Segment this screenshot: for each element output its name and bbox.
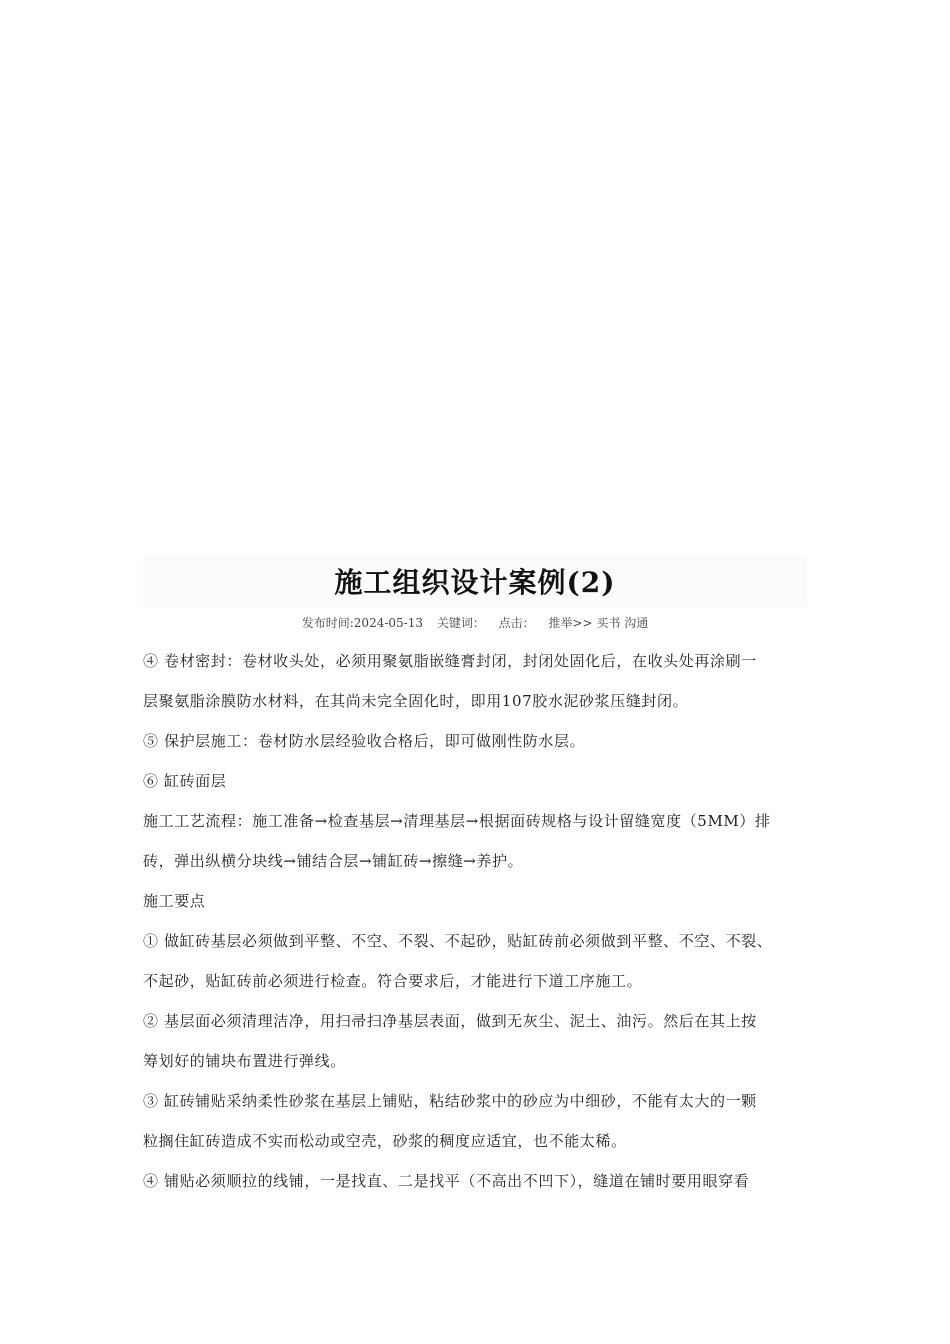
body-line: ⑥ 缸砖面层: [143, 772, 227, 790]
article: [143, 555, 807, 1211]
article-meta: [143, 613, 807, 633]
clicks-label: 点击：: [498, 616, 535, 630]
body-line: ② 基层面必须清理洁净，用扫帚扫净基层表面，做到无灰尘、泥土、油污。然后在其上按: [143, 1012, 757, 1030]
body-line: 砖，弹出纵横分块线→铺结合层→铺缸砖→擦缝→养护。: [143, 852, 524, 870]
title-band: [143, 555, 807, 607]
article-body: [143, 651, 807, 1191]
body-line: 层聚氨脂涂膜防水材料，在其尚未完全固化时，即用107胶水泥砂浆压缝封闭。: [143, 692, 689, 710]
body-line: ④ 卷材密封：卷材收头处，必须用聚氨脂嵌缝膏封闭，封闭处固化后，在收头处再涂刷一: [143, 652, 757, 670]
body-line: ③ 缸砖铺贴采纳柔性砂浆在基层上铺贴，粘结砂浆中的砂应为中细砂，不能有太大的一颗: [143, 1092, 757, 1110]
keywords-label: 关键词：: [436, 616, 485, 630]
body-line: 筹划好的铺块布置进行弹线。: [143, 1052, 346, 1070]
body-line: ① 做缸砖基层必须做到平整、不空、不裂、不起砂，贴缸砖前必须做到平整、不空、不裂、: [143, 932, 773, 950]
publish-date: 发布时间:2024-05-13: [301, 616, 423, 630]
body-line: 不起砂，贴缸砖前必须进行检查。符合要求后，才能进行下道工序施工。: [143, 972, 643, 990]
body-line: 施工工艺流程：施工准备→检查基层→清理基层→根据面砖规格与设计留缝宽度（5MM）排: [143, 812, 771, 830]
body-line: 粒搁住缸砖造成不实而松动或空壳，砂浆的稠度应适宜，也不能太稀。: [143, 1132, 627, 1150]
article-title: 施工组织设计案例(2): [334, 566, 616, 599]
body-line: ⑤ 保护层施工：卷材防水层经验收合格后，即可做刚性防水层。: [143, 732, 586, 750]
body-line: ④ 铺贴必须顺拉的线铺，一是找直、二是找平（不高出不凹下），缝道在铺时要用眼穿看: [143, 1172, 750, 1190]
body-line: 施工要点: [143, 892, 206, 910]
action-links[interactable]: 推举>> 买书 沟通: [548, 616, 649, 630]
